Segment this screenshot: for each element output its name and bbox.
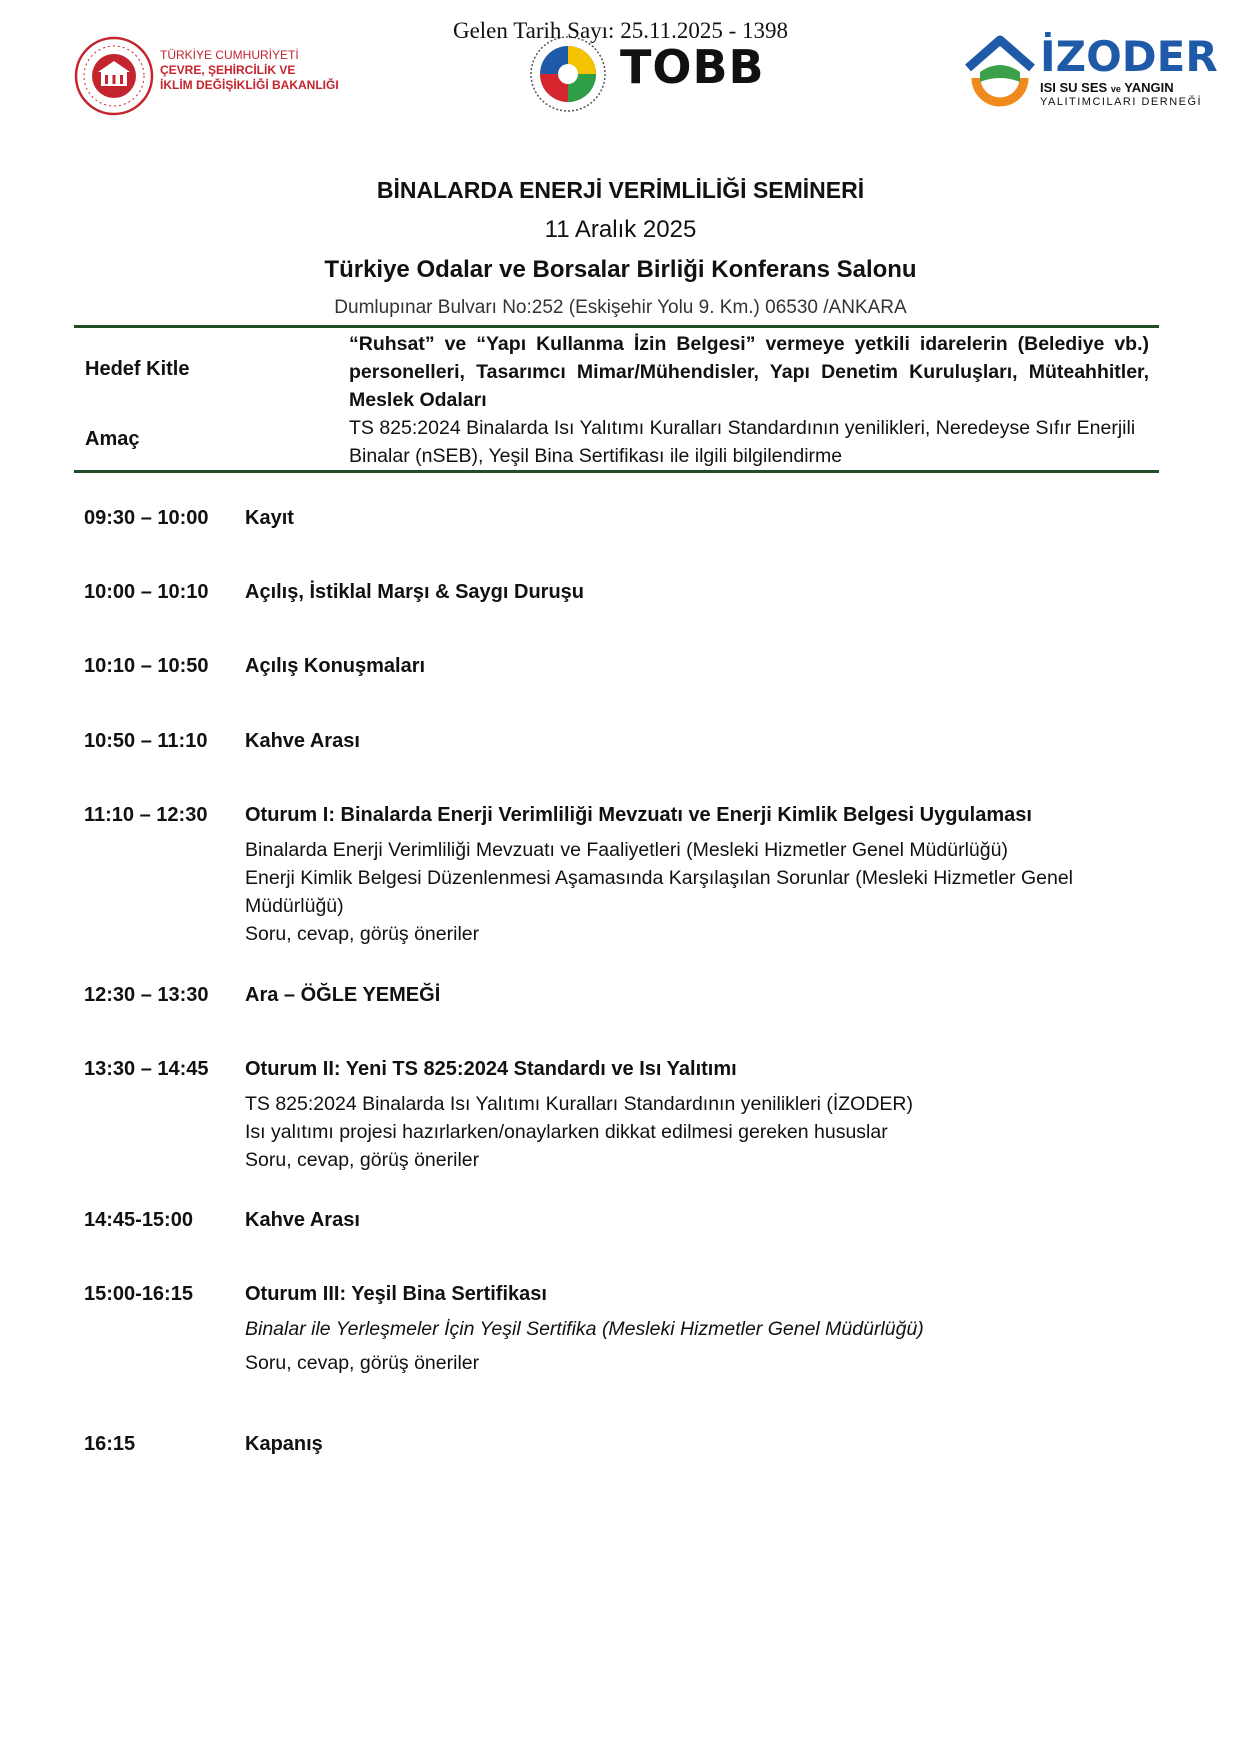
ministry-name [160,48,339,93]
info-table [74,325,1159,473]
izoder-subtitle: YALITIMCILARI DERNEĞİ [1040,96,1203,108]
session-time: 09:30 – 10:00 [84,507,209,529]
tobb-wordmark: TOBB [620,40,765,94]
session-title: Oturum II: Yeni TS 825:2024 Standardı ve Isı Yalıtımı [245,1058,737,1080]
seminar-title: BİNALARDA ENERJİ VERİMLİLİĞİ SEMİNERİ [376,177,865,203]
session-time: 16:15 [84,1433,136,1455]
venue-address: Dumlupınar Bulvarı No:252 (Eskişehir Yolu 9. Km.) 06530 /ANKARA [334,297,907,318]
session-detail-item: Soru, cevap, görüş öneriler [245,923,480,945]
purpose-label: Amaç [85,428,140,450]
target-audience-label: Hedef Kitle [85,358,190,380]
tobb-logo [524,34,774,114]
session-detail-item: Isı yalıtımı projesi hazırlarken/onaylarken dikkat edilmesi gereken hususlar [245,1121,888,1143]
session-time: 13:30 – 14:45 [84,1058,209,1080]
venue-name: Türkiye Odalar ve Borsalar Birliği Konferans Salonu [324,256,917,283]
ministry-seal-icon [74,36,154,116]
izoder-wordmark: İZODER [1040,32,1218,81]
seminar-date: 11 Aralık 2025 [544,216,697,243]
session-detail-item: Soru, cevap, görüş öneriler [245,1352,480,1374]
session-title: Kapanış [245,1433,323,1455]
ministry-line-3: İKLİM DEĞİŞİKLİĞİ BAKANLIĞI [160,78,339,92]
ministry-line-1: TÜRKİYE CUMHURİYETİ [160,48,299,62]
izoder-tagline-b: YANGIN [1124,80,1174,95]
received-date-stamp: Gelen Tarih Sayı: 25.11.2025 - 1398 [452,18,789,43]
izoder-logo [962,32,1218,112]
session-time: 12:30 – 13:30 [84,984,209,1006]
izoder-tagline-a: ISI SU SES [1040,80,1108,95]
target-audience-value: “Ruhsat” ve “Yapı Kullanma İzin Belgesi” vermeye yetkili idarelerin (Belediye vb.) personelleri, Tasarımcı Mimar/Mühendisler, Yapı Denetim Kuruluşları, Müteahhitler, Meslek Odaları [349,333,1149,411]
session-time: 11:10 – 12:30 [84,804,208,826]
session-detail-item-italic: Binalar ile Yerleşmeler İçin Yeşil Sertifika (Mesleki Hizmetler Genel Müdürlüğü) [245,1318,924,1340]
session-time: 14:45-15:00 [84,1209,193,1231]
ministry-line-2: ÇEVRE, ŞEHİRCİLİK VE [160,63,296,77]
session-time: 10:00 – 10:10 [84,581,209,603]
session-title: Ara – ÖĞLE YEMEĞİ [245,984,441,1006]
ministry-logo [74,36,364,116]
header [0,170,1241,326]
session-details [245,836,1165,948]
session-detail-item: TS 825:2024 Binalarda Isı Yalıtımı Kuralları Standardının yenilikleri (İZODER) [245,1093,913,1115]
session-detail-item: Soru, cevap, görüş öneriler [245,1149,480,1171]
session-detail-item: Binalarda Enerji Verimliliği Mevzuatı ve Faaliyetleri (Mesleki Hizmetler Genel Müdürlüğü) [245,839,1008,861]
session-title: Oturum I: Binalarda Enerji Verimliliği Mevzuatı ve Enerji Kimlik Belgesi Uygulaması [245,804,1032,826]
session-details [245,1090,1165,1174]
session-title: Kayıt [245,507,294,529]
izoder-tagline [1040,80,1174,95]
session-title: Kahve Arası [245,1209,360,1231]
tobb-emblem-icon [524,34,612,114]
izoder-tagline-ve: ve [1110,84,1121,94]
session-title: Açılış Konuşmaları [245,655,426,677]
session-details [245,1315,1165,1377]
session-detail-item: Enerji Kimlik Belgesi Düzenlenmesi Aşamasında Karşılaşılan Sorunlar (Mesleki Hizmetler Genel Müdürlüğü) [245,867,1073,917]
session-time: 15:00-16:15 [84,1283,193,1305]
purpose-value: TS 825:2024 Binalarda Isı Yalıtımı Kuralları Standardının yenilikleri, Neredeyse Sıfır Enerjili Binalar (nSEB), Yeşil Bina Sertifikası ile ilgili bilgilendirme [349,417,1136,467]
session-time: 10:50 – 11:10 [84,730,208,752]
session-title: Açılış, İstiklal Marşı & Saygı Duruşu [245,581,585,603]
session-time: 10:10 – 10:50 [84,655,209,677]
session-title: Kahve Arası [245,730,360,752]
session-title: Oturum III: Yeşil Bina Sertifikası [245,1283,547,1305]
